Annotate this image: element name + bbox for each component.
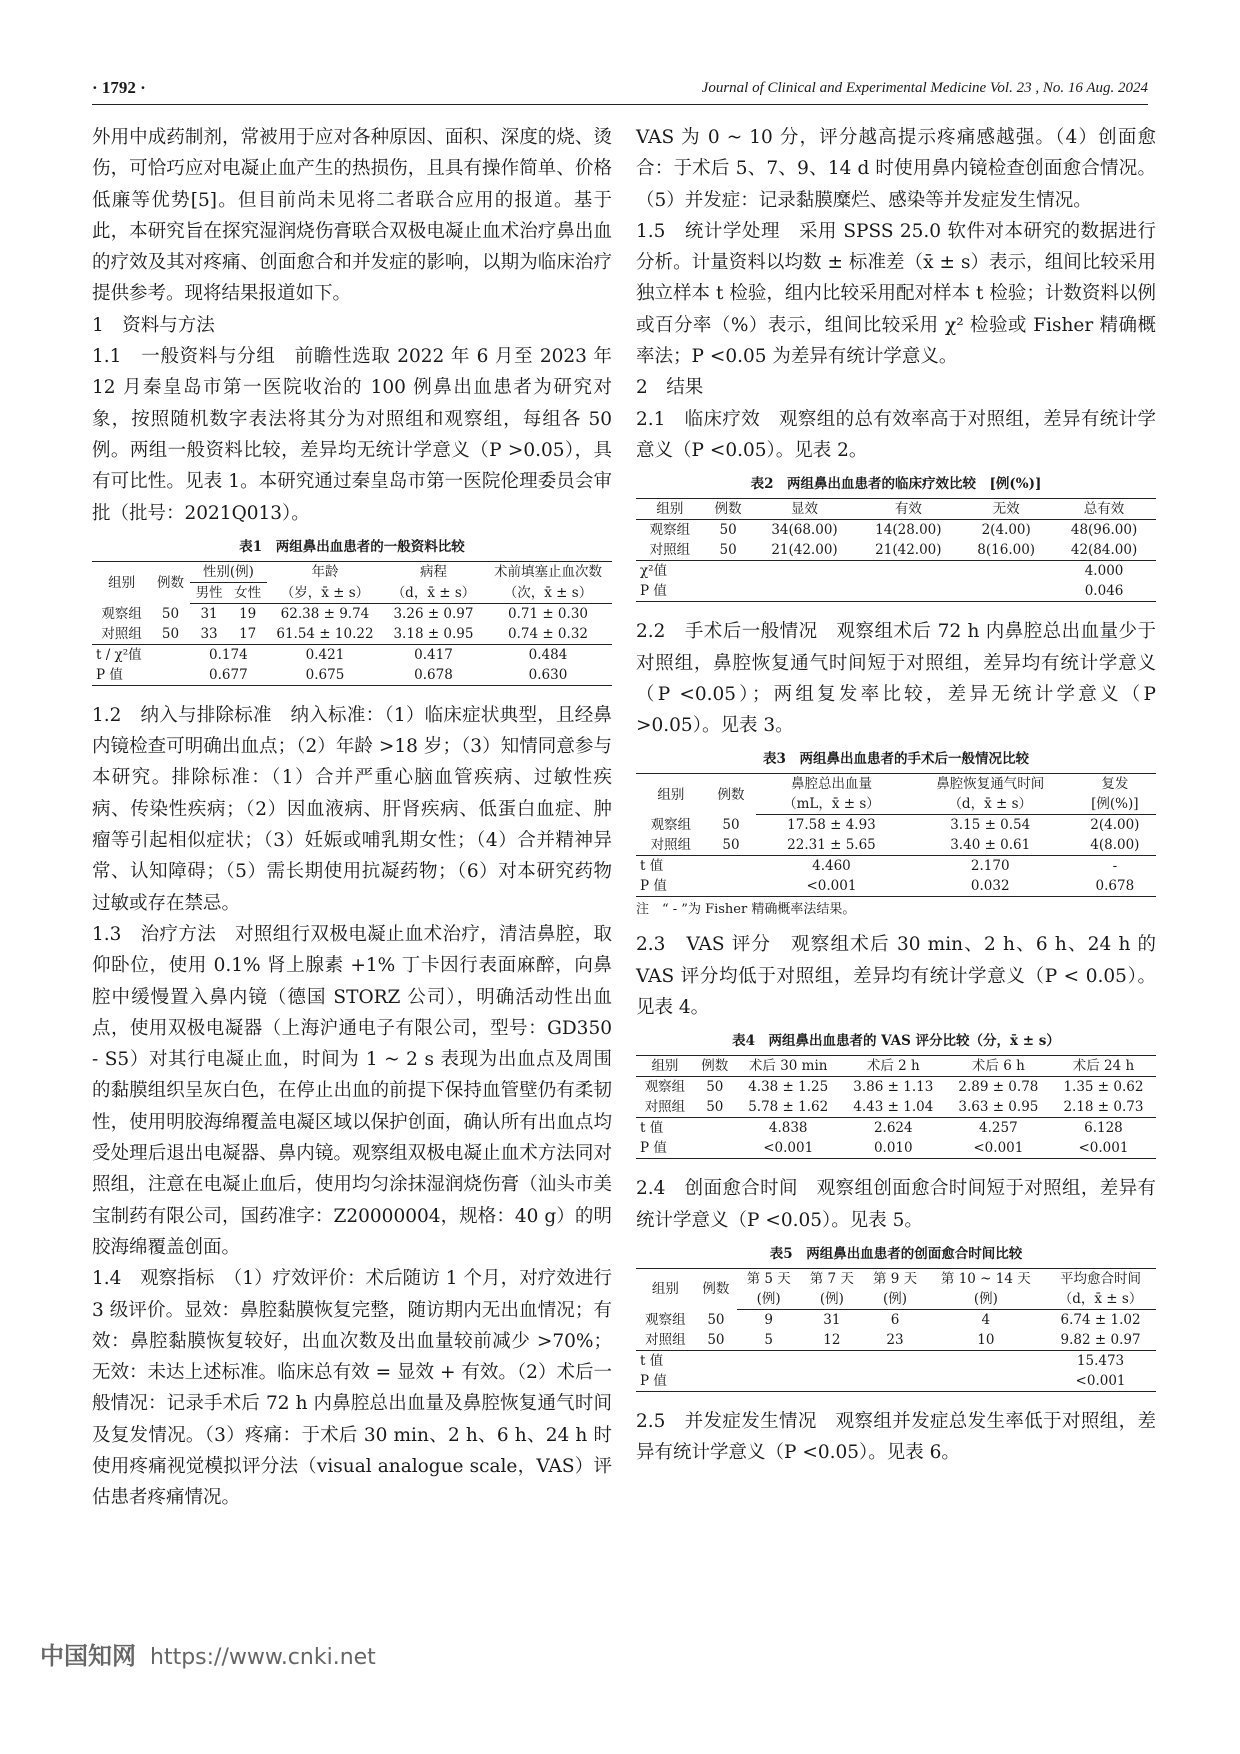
table-row	[636, 1138, 1156, 1159]
paragraph-2-1: 2.1 临床疗效 观察组的总有效率高于对照组，差异有统计学意义（P <0.05）。见表 2。	[636, 408, 1156, 461]
table-2	[636, 498, 1156, 602]
section-heading-methods: 1 资料与方法	[92, 314, 215, 336]
table-cell: t 值	[636, 1118, 694, 1139]
left-column	[92, 122, 612, 1514]
table-row	[636, 856, 1156, 877]
table-header-cell: 组别	[636, 1268, 695, 1309]
table-cell: 0.675	[267, 665, 383, 686]
table-cell: 50	[161, 625, 180, 642]
table-cell: χ²值	[636, 561, 704, 582]
table-cell: 14(28.00)	[875, 522, 942, 539]
table-header-cell: 例数	[151, 561, 190, 603]
table-header-cell: 例数	[706, 774, 756, 815]
table-cell: 对照组	[649, 542, 691, 559]
table-cell: 对照组	[645, 1331, 686, 1348]
table-cell: 4.000	[1052, 561, 1156, 582]
table-header-cell: 病程	[383, 561, 484, 582]
table-cell: 0.046	[1052, 581, 1156, 602]
table-header-cell: 第 5 天	[737, 1268, 800, 1289]
table-row	[636, 540, 1156, 561]
table-header-cell: （岁，x̄ ± s）	[267, 582, 383, 603]
table5-title: 表5 两组鼻出血患者的创面愈合时间比较	[769, 1245, 1023, 1262]
table-header-cell: 第 9 天	[863, 1268, 926, 1289]
table-cell: t 值	[636, 856, 706, 877]
table-row	[636, 835, 1156, 856]
table-cell: 对照组	[644, 1099, 686, 1116]
table-1	[92, 561, 612, 686]
table-cell: 0.484	[484, 644, 612, 665]
table-header-cell: 术后 30 min	[736, 1056, 841, 1077]
table-cell: 34(68.00)	[771, 522, 838, 539]
table-cell: 4	[981, 1311, 991, 1328]
table1-title: 表1 两组鼻出血患者的一般资料比较	[239, 538, 465, 555]
table-cell: 观察组	[644, 1079, 686, 1096]
table-header-cell: 鼻腔恢复通气时间	[907, 774, 1074, 795]
table-cell: 62.38 ± 9.74	[280, 605, 370, 622]
table-header-cell: 鼻腔总出血量	[756, 774, 907, 795]
table-header-cell: 男性	[190, 582, 229, 603]
table-header-cell: 女性	[228, 582, 267, 603]
table-cell: 50	[706, 1079, 724, 1096]
table-cell: 4.257	[946, 1118, 1051, 1139]
table-header-cell: 术前填塞止血次数	[484, 561, 612, 582]
table-header-cell: 组别	[636, 1056, 694, 1077]
table-cell: 0.678	[1074, 876, 1156, 897]
table-row	[636, 1330, 1156, 1351]
table4-title: 表4 两组鼻出血患者的 VAS 评分比较（分，x̄ ± s）	[732, 1033, 1060, 1050]
table-cell: 对照组	[650, 837, 692, 854]
table-header-cell: 术后 24 h	[1051, 1056, 1156, 1077]
table-header-cell: （次，x̄ ± s）	[484, 582, 612, 603]
table-cell: P 值	[636, 581, 704, 602]
table-cell: 观察组	[645, 1311, 686, 1328]
table-header-cell: 例数	[694, 1056, 736, 1077]
table-cell: 对照组	[101, 625, 142, 642]
table-cell: 50	[707, 1331, 725, 1348]
cnki-url[interactable]: https://www.cnki.net	[150, 1645, 376, 1670]
table-cell: 0.032	[907, 876, 1074, 897]
table-cell: 0.630	[484, 665, 612, 686]
table-cell: 5.78 ± 1.62	[748, 1099, 829, 1116]
table-cell: 0.421	[267, 644, 383, 665]
table-row	[92, 603, 612, 624]
table-cell: 31	[200, 605, 218, 622]
table-cell: <0.001	[1051, 1138, 1156, 1159]
table-header-cell: 复发	[1074, 774, 1156, 795]
table-cell: 23	[886, 1331, 904, 1348]
table-header-cell: (例)	[737, 1289, 800, 1310]
table-header-cell: 无效	[960, 499, 1052, 520]
table-header-cell: （d，x̄ ± s）	[383, 582, 484, 603]
table-cell: 4(8.00)	[1090, 837, 1140, 854]
table-header-cell: (例)	[800, 1289, 863, 1310]
table-cell: 2.624	[841, 1118, 946, 1139]
table-cell: 3.18 ± 0.95	[393, 625, 474, 642]
table-cell: 17.58 ± 4.93	[787, 817, 876, 834]
table-cell: 6.74 ± 1.02	[1060, 1311, 1141, 1328]
journal-title: Journal of Clinical and Experimental Medicine Vol. 23 , No. 16 Aug. 2024	[701, 80, 1148, 96]
page-header	[92, 78, 1148, 105]
table-header-cell: 组别	[636, 774, 706, 815]
table-cell: P 值	[92, 665, 151, 686]
table-cell: 50	[719, 542, 737, 559]
table-cell: 0.010	[841, 1138, 946, 1159]
table-header-cell: [例(%)]	[1074, 794, 1156, 815]
table-cell: 3.86 ± 1.13	[853, 1079, 934, 1096]
table-cell: 0.74 ± 0.32	[507, 625, 588, 642]
table-row	[92, 644, 612, 665]
table-row	[636, 520, 1156, 541]
paragraph-2-2: 2.2 手术后一般情况 观察组术后 72 h 内鼻腔总出血量少于对照组，鼻腔恢复通气时间短于对照组，差异均有统计学意义（P <0.05）；两组复发率比较，差异无统计学意义（P >0.05）。见表 3。	[636, 621, 1156, 737]
table-row	[636, 561, 1156, 582]
table-cell: <0.001	[736, 1138, 841, 1159]
table-cell: 17	[239, 625, 257, 642]
table-cell: 48(96.00)	[1070, 522, 1138, 539]
table-row	[636, 1309, 1156, 1330]
paragraph-2-5: 2.5 并发症发生情况 观察组并发症总发生率低于对照组，差异有统计学意义（P <0.05）。见表 6。	[636, 1410, 1156, 1464]
table-header-cell: 总有效	[1052, 499, 1156, 520]
paragraph-1-3: 1.3 治疗方法 对照组行双极电凝止血术治疗，清洁鼻腔，取仰卧位，使用 0.1% 肾上腺素 +1% 丁卡因行表面麻醉，向鼻腔中缓慢置入鼻内镜（德国 STORZ 公司），明确活动性出血点，使用双极电凝器（上海沪通电子有限公司，型号：GD350 - S5）对其行电凝止血，时间为 1 ~ 2 s 表现为出血点及周围的黏膜组织呈灰白色，在停止出血的前提下保持血管壁仍有柔韧性，使用明胶海绵覆盖电凝区域以保护创面，确认所有出血点均受处理后退出电凝器、鼻内镜。观察组双极电凝止血术方法同对照组，注意在电凝止血后，使用均匀涂抹湿润烧伤膏（汕头市美宝制药有限公司，国药准字：Z20000004，规格：40 g）的明胶海绵覆盖创面。	[92, 923, 612, 1258]
table-cell: 50	[706, 1099, 724, 1116]
table-cell: 观察组	[101, 605, 142, 622]
table-cell: 6	[890, 1311, 900, 1328]
table-header-cell: 组别	[92, 561, 151, 603]
table-cell: 4.838	[736, 1118, 841, 1139]
table-header-cell: （mL，x̄ ± s）	[756, 794, 907, 815]
table-cell: 21(42.00)	[771, 542, 838, 559]
table-header-cell: (例)	[863, 1289, 926, 1310]
table3-note: 注 “ - ”为 Fisher 精确概率法结果。	[636, 902, 856, 918]
table-row	[636, 1371, 1156, 1392]
table-cell: 0.174	[190, 644, 267, 665]
table-header-cell: 第 7 天	[800, 1268, 863, 1289]
table-row	[636, 876, 1156, 897]
table-cell: 33	[200, 625, 218, 642]
table-cell: 3.26 ± 0.97	[393, 605, 474, 622]
table-cell: 50	[707, 1311, 725, 1328]
table-3	[636, 773, 1156, 897]
table-cell: 2.18 ± 0.73	[1063, 1099, 1144, 1116]
table-header-cell: 显效	[753, 499, 857, 520]
table-cell: 22.31 ± 5.65	[787, 837, 876, 854]
right-column	[636, 122, 1156, 1469]
table-cell: 1.35 ± 0.62	[1063, 1079, 1144, 1096]
table-row	[92, 624, 612, 645]
table-cell: 4.43 ± 1.04	[853, 1099, 934, 1116]
table-cell: P 值	[636, 1371, 695, 1392]
table-cell: 2(4.00)	[1090, 817, 1140, 834]
table-cell: 2.170	[907, 856, 1074, 877]
table-header-cell: 平均愈合时间	[1045, 1268, 1156, 1289]
table-header-cell: 术后 2 h	[841, 1056, 946, 1077]
table-cell: t 值	[636, 1350, 695, 1371]
table-cell: 21(42.00)	[875, 542, 942, 559]
table-row	[636, 815, 1156, 836]
table2-title: 表2 两组鼻出血患者的临床疗效比较 [例(%)]	[750, 476, 1042, 493]
table-cell: 15.473	[1045, 1350, 1156, 1371]
table-cell: 2(4.00)	[981, 522, 1031, 539]
table-cell: 42(84.00)	[1070, 542, 1138, 559]
table-header-cell: 例数	[695, 1268, 737, 1309]
table-cell: 9.82 ± 0.97	[1060, 1331, 1141, 1348]
table-header-cell: （d，x̄ ± s）	[907, 794, 1074, 815]
table-cell: 50	[722, 817, 740, 834]
table3-title: 表3 两组鼻出血患者的手术后一般情况比较	[763, 751, 1029, 768]
table-row	[636, 581, 1156, 602]
table-cell: 9	[764, 1311, 773, 1328]
table-cell: P 值	[636, 1138, 694, 1159]
table-cell: <0.001	[756, 876, 907, 897]
table-row	[636, 1350, 1156, 1371]
table-row	[636, 1097, 1156, 1118]
paragraph-2-3: 2.3 VAS 评分 观察组术后 30 min、2 h、6 h、24 h 的 VAS 评分均低于对照组，差异均有统计学意义（P < 0.05）。见表 4。	[636, 934, 1156, 1019]
table-cell: 0.71 ± 0.30	[507, 605, 588, 622]
table-cell: 2.89 ± 0.78	[958, 1079, 1039, 1096]
table-cell: 3.63 ± 0.95	[958, 1099, 1039, 1116]
table-cell: 50	[161, 605, 180, 622]
table-cell: 12	[823, 1331, 841, 1348]
table-cell: <0.001	[946, 1138, 1051, 1159]
table-5	[636, 1268, 1156, 1392]
table-header-cell: 术后 6 h	[946, 1056, 1051, 1077]
table-cell: 50	[719, 522, 737, 539]
table-4	[636, 1055, 1156, 1159]
table-cell: 19	[239, 605, 257, 622]
table-header-cell: 组别	[636, 499, 704, 520]
paragraph-1-1: 1.1 一般资料与分组 前瞻性选取 2022 年 6 月至 2023 年 12 月秦皇岛市第一医院收治的 100 例鼻出血患者为研究对象，按照随机数字表法将其分为对照组和观察组，每组各 50 例。两组一般资料比较，差异均无统计学意义（P >0.05），具有可比性。见表 1。本研究通过秦皇岛市第一医院伦理委员会审批（批号：2021Q013）。	[92, 346, 612, 524]
paragraph-1-4-cont: VAS 为 0 ~ 10 分，评分越高提示疼痛感越强。（4）创面愈合：于术后 5、7、9、14 d 时使用鼻内镜检查创面愈合情况。（5）并发症：记录黏膜糜烂、感染等并发症发生情况。	[636, 127, 1156, 211]
paragraph-1-2: 1.2 纳入与排除标准 纳入标准：（1）临床症状典型，且经鼻内镜检查可明确出血点；（2）年龄 >18 岁；（3）知情同意参与本研究。排除标准：（1）合并严重心脑血管疾病、过敏性疾病、传染性疾病；（2）因血液病、肝肾疾病、低蛋白血症、肿瘤等引起相似症状；（3）妊娠或哺乳期女性；（4）合并精神异常、认知障碍；（5）需长期使用抗凝药物；（6）对本研究药物过敏或存在禁忌。	[92, 704, 612, 914]
table-cell: <0.001	[1045, 1371, 1156, 1392]
table-cell: 0.417	[383, 644, 484, 665]
table-header-cell: 第 10 ~ 14 天	[927, 1268, 1045, 1289]
table-cell: 观察组	[650, 817, 692, 834]
table-cell: 10	[977, 1331, 995, 1348]
table-cell: 6.128	[1051, 1118, 1156, 1139]
table-header-cell: (例)	[927, 1289, 1045, 1310]
intro-paragraph: 外用中成药制剂，常被用于应对各种原因、面积、深度的烧、烫伤，可恰巧应对电凝止血产生的热损伤，且具有操作简单、价格低廉等优势[5]。但目前尚未见将二者联合应用的报道。基于此，本研究旨在探究湿润烧伤膏联合双极电凝止血术治疗鼻出血的疗效及其对疼痛、创面愈合和并发症的影响，以期为临床治疗提供参考。现将结果报道如下。	[92, 127, 612, 305]
table-cell: 0.678	[383, 665, 484, 686]
table-row	[636, 1118, 1156, 1139]
table-header-cell: 年龄	[267, 561, 383, 582]
table-header-cell: （d，x̄ ± s）	[1045, 1289, 1156, 1310]
table-cell: 3.40 ± 0.61	[950, 837, 1031, 854]
table-row	[92, 665, 612, 686]
table-cell: 4.460	[756, 856, 907, 877]
table-cell: P 值	[636, 876, 706, 897]
table-cell: 31	[823, 1311, 841, 1328]
paragraph-2-4: 2.4 创面愈合时间 观察组创面愈合时间短于对照组，差异有统计学意义（P <0.05）。见表 5。	[636, 1178, 1156, 1231]
table-cell: 61.54 ± 10.22	[276, 625, 374, 642]
table-cell: 8(16.00)	[977, 542, 1036, 559]
table-cell: 4.38 ± 1.25	[748, 1079, 829, 1096]
table-header-cell: 性别(例)	[190, 561, 267, 582]
table-cell: t / χ²值	[92, 644, 151, 665]
table-header-cell: 例数	[704, 499, 753, 520]
section-heading-results: 2 结果	[636, 377, 704, 399]
paragraph-1-5: 1.5 统计学处理 采用 SPSS 25.0 软件对本研究的数据进行分析。计量资料以均数 ± 标准差（x̄ ± s）表示，组间比较采用独立样本 t 检验，组内比较采用配对样本 t 检验；计数资料以例或百分率（%）表示，组间比较采用 χ² 检验或 Fisher 精确概率法；P <0.05 为差异有统计学意义。	[636, 220, 1156, 368]
table-cell: 观察组	[649, 522, 691, 539]
table-cell: 0.677	[190, 665, 267, 686]
table-cell: 5	[764, 1331, 773, 1348]
page-number: · 1792 ·	[92, 78, 146, 97]
table-cell: 3.15 ± 0.54	[950, 817, 1031, 834]
table-row	[636, 1077, 1156, 1098]
cnki-watermark	[40, 1636, 376, 1671]
table-cell: 50	[722, 837, 740, 854]
table-header-cell: 有效	[856, 499, 960, 520]
table-cell: -	[1074, 856, 1156, 877]
cnki-brand: 中国知网	[40, 1642, 136, 1670]
paragraph-1-4: 1.4 观察指标 （1）疗效评价：术后随访 1 个月，对疗效进行 3 级评价。显效：鼻腔黏膜恢复完整，随访期内无出血情况；有效：鼻腔黏膜恢复较好，出血次数及出血量较前减少 >70%；无效：未达上述标准。临床总有效 = 显效 + 有效。（2）术后一般情况：记录手术后 72 h 内鼻腔总出血量及鼻腔恢复通气时间及复发情况。（3）疼痛：于术后 30 min、2 h、6 h、24 h 时使用疼痛视觉模拟评分法（visual analogue scale，VAS）评估患者疼痛情况。	[92, 1268, 612, 1509]
